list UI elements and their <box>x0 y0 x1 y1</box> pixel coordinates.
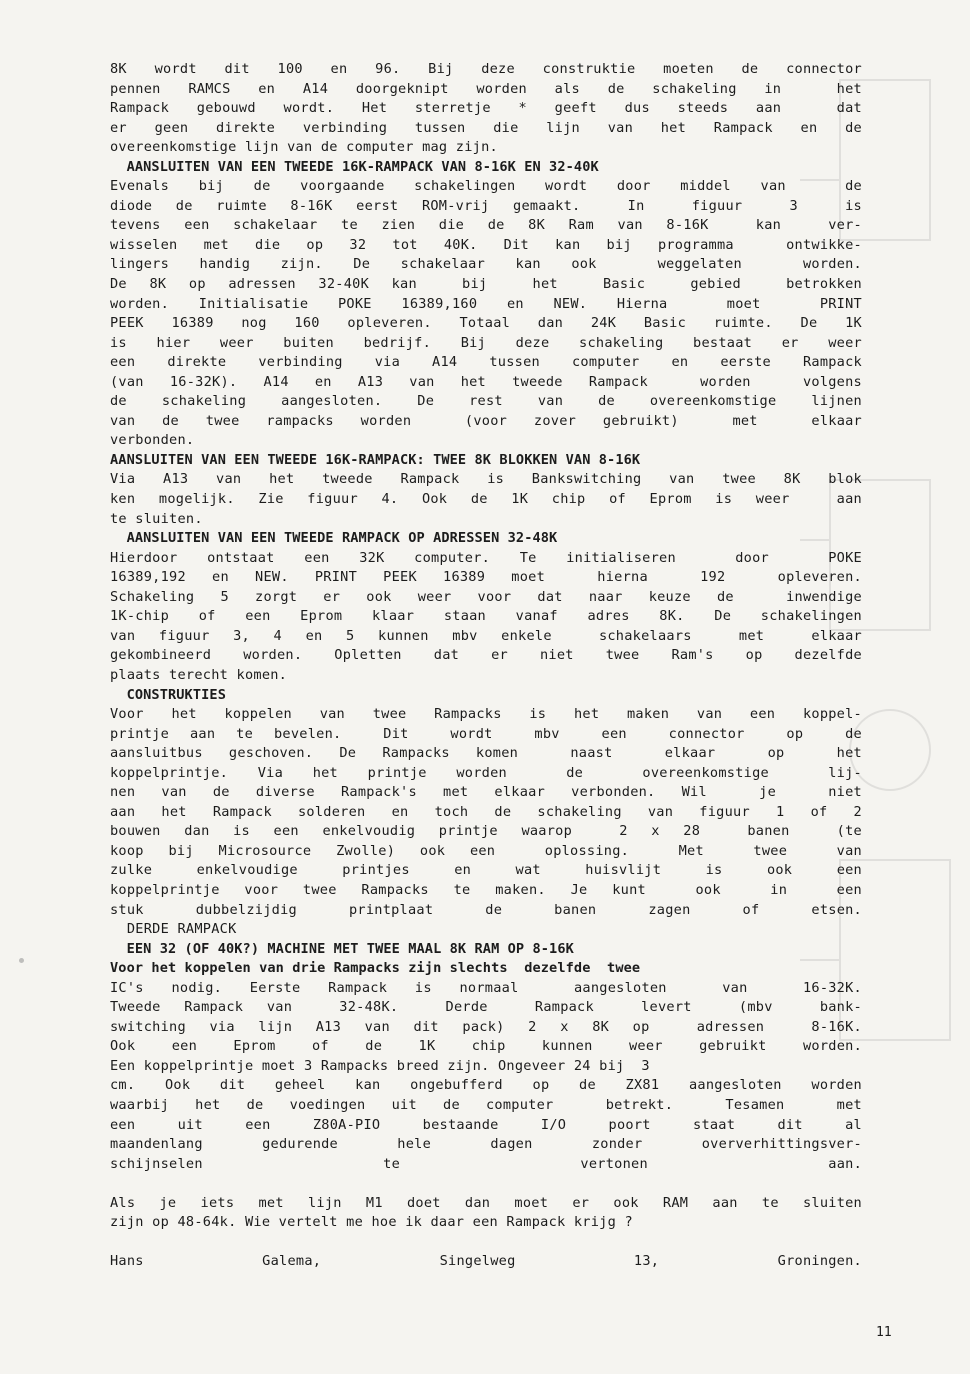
text-line: er geen direkte verbinding tussen die lijn van het Rampack en de <box>110 119 862 136</box>
text-line: DERDE RAMPACK <box>110 921 237 938</box>
text-line: zulke enkelvoudige printjes en wat huisvlijt is ook een <box>110 862 862 879</box>
text-line: cm. Ook dit geheel kan ongebufferd op de ZX81 aangesloten worden <box>110 1077 862 1094</box>
text-line: printje aan te bevelen. Dit wordt mbv een connector op de <box>110 725 862 742</box>
text-line: pennen RAMCS en A14 doorgeknipt worden als de schakeling in het <box>110 80 862 97</box>
text-line: Voor het koppelen van twee Rampacks is het maken van een koppel- <box>110 706 862 723</box>
section-heading: CONSTRUKTIES <box>110 686 226 703</box>
text-line: van figuur 3, 4 en 5 kunnen mbv enkele schakelaars met elkaar <box>110 627 862 644</box>
text-line: van de twee rampacks worden (voor zover gebruikt) met elkaar <box>110 412 862 429</box>
text-line: Evenals bij de voorgaande schakelingen wordt door middel van de <box>110 178 862 195</box>
text-line: plaats terecht komen. <box>110 666 288 683</box>
text-line: IC's nodig. Eerste Rampack is normaal aangesloten van 16-32K. <box>110 979 862 996</box>
text-line: Hierdoor ontstaat een 32K computer. Te initialiseren door POKE <box>110 549 862 566</box>
text-line: bouwen dan is een enkelvoudig printje waarop 2 x 28 banen (te <box>110 823 862 840</box>
section-heading: AANSLUITEN VAN EEN TWEEDE 16K-RAMPACK VAN 8-16K EN 32-40K <box>110 158 599 175</box>
section-heading: EEN 32 (OF 40K?) MACHINE MET TWEE MAAL 8K RAM OP 8-16K <box>110 940 574 957</box>
text-line: switching via lijn A13 van dit pack) 2 x 8K op adressen 8-16K. <box>110 1018 862 1035</box>
text-line: Als je iets met lijn M1 doet dan moet er ook RAM aan te sluiten <box>110 1194 862 1211</box>
text-line: een uit een Z80A-PIO bestaande I/O poort staat dit al <box>110 1116 862 1133</box>
text-line: Een koppelprintje moet 3 Rampacks breed zijn. Ongeveer 24 bij 3 <box>110 1057 650 1074</box>
text-line: een direkte verbinding via A14 tussen computer en eerste Rampack <box>110 354 862 371</box>
text-line: 1K-chip of een Eprom klaar staan vanaf adres 8K. De schakelingen <box>110 608 862 625</box>
text-line: gekombineerd worden. Opletten dat er niet twee Ram's op dezelfde <box>110 647 862 664</box>
blank-line <box>110 1233 862 1253</box>
text-line: tevens een schakelaar te zien die de 8K Ram van 8-16K kan ver- <box>110 217 862 234</box>
text-line: Tweede Rampack van 32-48K. Derde Rampack levert (mbv bank- <box>110 999 862 1016</box>
text-line: aan het Rampack solderen en toch de schakeling van figuur 1 of 2 <box>110 803 862 820</box>
text-line: Rampack gebouwd wordt. Het sterretje * geeft dus steeds aan dat <box>110 100 862 117</box>
section-heading: AANSLUITEN VAN EEN TWEEDE RAMPACK OP ADRESSEN 32-48K <box>110 530 558 547</box>
text-line: maandenlang gedurende hele dagen zonder oververhittingsver- <box>110 1136 862 1153</box>
text-line: De 8K op adressen 32-40K kan bij het Basic gebied betrokken <box>110 276 862 293</box>
text-line: Ook een Eprom of de 1K chip kunnen weer gebruikt worden. <box>110 1038 862 1055</box>
text-line: waarbij het de voedingen uit de computer betrekt. Tesamen met <box>110 1096 862 1113</box>
text-line: overeenkomstige lijn van de computer mag zijn. <box>110 139 498 156</box>
text-line: verbonden. <box>110 432 195 449</box>
text-line: Via A13 van het tweede Rampack is Bankswitching van twee 8K blok <box>110 471 862 488</box>
text-line: stuk dubbelzijdig printplaat de banen zagen of etsen. <box>110 901 862 918</box>
page-number: 11 <box>876 1325 892 1340</box>
text-line: 8K wordt dit 100 en 96. Bij deze construktie moeten de connector <box>110 61 862 77</box>
text-line: koppelprintje. Via het printje worden de overeenkomstige lij- <box>110 764 862 781</box>
text-line: ken mogelijk. Zie figuur 4. Ook de 1K chip of Eprom is weer aan <box>110 491 862 508</box>
text-line: lingers handig zijn. De schakelaar kan ook weggelaten worden. <box>110 256 862 273</box>
text-line: koop bij Microsource Zwolle) ook een oplossing. Met twee van <box>110 842 862 859</box>
paper-speck <box>19 958 24 963</box>
text-line: schijnselen te vertonen aan. <box>110 1155 862 1172</box>
blank-line <box>110 1174 862 1194</box>
text-line: worden. Initialisatie POKE 16389,160 en NEW. Hierna moet PRINT <box>110 295 862 312</box>
text-line: de schakeling aangesloten. De rest van de overeenkomstige lijnen <box>110 393 862 410</box>
text-line: Hans Galema, Singelweg 13, Groningen. <box>110 1253 862 1270</box>
text-line: Schakeling 5 zorgt er ook weer voor dat naar keuze de inwendige <box>110 588 862 605</box>
text-line: is hier weer buiten bedrijf. Bij deze schakeling bestaat er weer <box>110 334 862 351</box>
text-line: zijn op 48-64k. Wie vertelt me hoe ik daar een Rampack krijg ? <box>110 1214 633 1231</box>
text-line: diode de ruimte 8-16K eerst ROM-vrij gemaakt. In figuur 3 is <box>110 197 862 214</box>
text-line: PEEK 16389 nog 160 opleveren. Totaal dan 24K Basic ruimte. De 1K <box>110 315 862 332</box>
text-line: aansluitbus geschoven. De Rampacks komen naast elkaar op het <box>110 745 862 762</box>
section-heading: AANSLUITEN VAN EEN TWEEDE 16K-RAMPACK: TWEE 8K BLOKKEN VAN 8-16K <box>110 451 641 468</box>
text-line: te sluiten. <box>110 510 203 527</box>
article-body <box>110 60 862 1272</box>
text-line: nen van de diverse Rampack's met elkaar verbonden. Wil je niet <box>110 784 862 801</box>
section-heading: Voor het koppelen van drie Rampacks zijn slechts dezelfde twee <box>110 960 641 977</box>
text-line: (van 16-32K). A14 en A13 van het tweede Rampack worden volgens <box>110 373 862 390</box>
text-line: koppelprintje voor twee Rampacks te maken. Je kunt ook in een <box>110 881 862 898</box>
text-line: 16389,192 en NEW. PRINT PEEK 16389 moet hierna 192 opleveren. <box>110 569 862 586</box>
text-line: wisselen met die op 32 tot 40K. Dit kan bij programma ontwikke- <box>110 236 862 253</box>
